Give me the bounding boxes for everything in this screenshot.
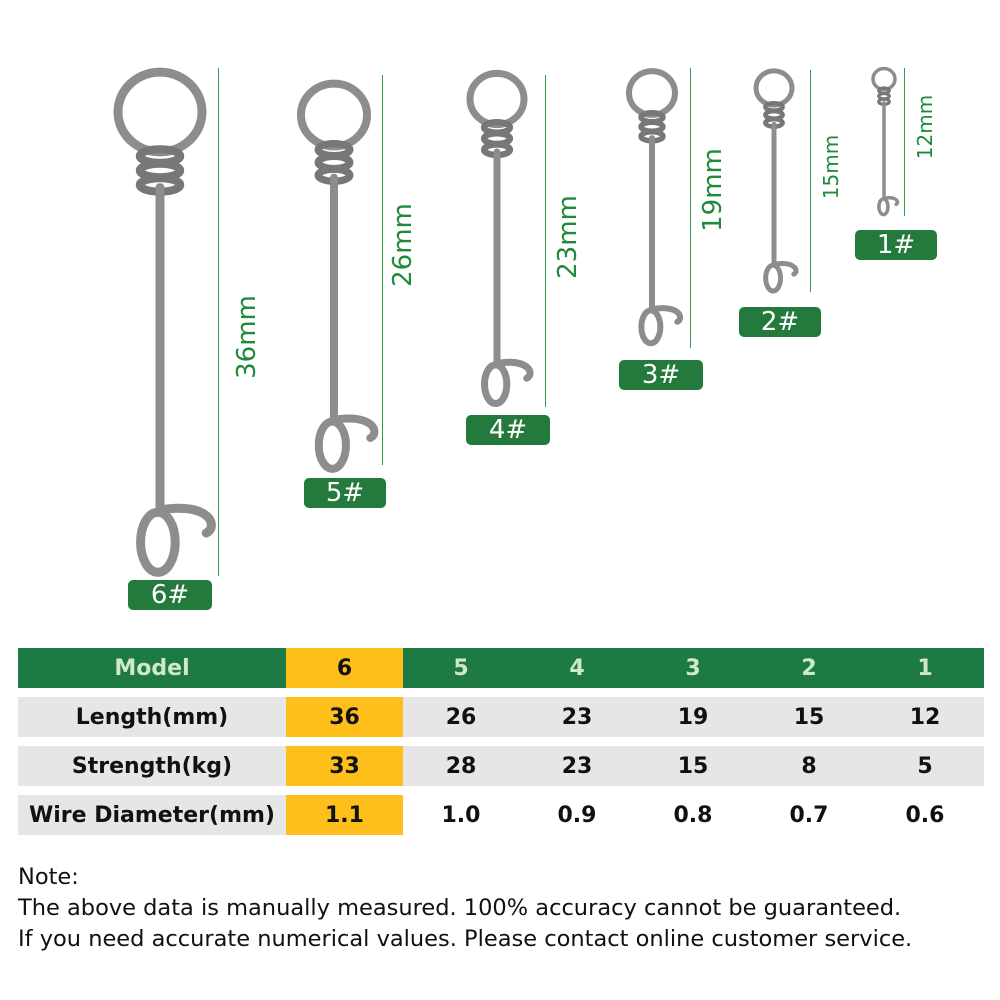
- model-4-header: 4: [569, 655, 585, 681]
- snap-4-icon: [470, 73, 530, 403]
- table-cell: 36: [286, 697, 403, 737]
- table-cell: 19: [677, 704, 709, 730]
- measure-line-1: [904, 68, 905, 216]
- snap-1-icon: [873, 69, 897, 215]
- size-badge-5: 5#: [304, 478, 386, 508]
- snap-2-icon: [756, 71, 796, 291]
- table-cell: 0.6: [905, 802, 945, 828]
- table-cell: 33: [286, 746, 403, 786]
- table-cell: 0.7: [789, 802, 829, 828]
- measure-line-5: [382, 75, 383, 465]
- wire-diameter-row-label: Wire Diameter(mm): [18, 795, 286, 835]
- length-label-6: 36mm: [232, 295, 262, 379]
- table-header-row: [18, 648, 984, 688]
- table-row-strength: [18, 746, 984, 786]
- note-section: [18, 862, 912, 955]
- measure-line-2: [810, 70, 811, 292]
- length-label-5: 26mm: [388, 203, 418, 287]
- snap-6-icon: [118, 72, 211, 572]
- table-cell: 12: [909, 704, 941, 730]
- table-cell: 15: [793, 704, 825, 730]
- snap-5-icon: [301, 84, 374, 469]
- model-3-header: 3: [685, 655, 701, 681]
- table-cell: 5: [917, 753, 933, 779]
- table-cell: 26: [445, 704, 477, 730]
- table-cell: 23: [561, 753, 593, 779]
- table-row-length: [18, 697, 984, 737]
- table-cell: 0.9: [557, 802, 597, 828]
- length-label-4: 23mm: [553, 195, 583, 279]
- note-title: Note:: [18, 864, 79, 890]
- size-badge-6: 6#: [128, 580, 212, 610]
- table-cell: 8: [801, 753, 817, 779]
- size-badge-2: 2#: [739, 307, 821, 337]
- model-6-header: 6: [286, 648, 403, 688]
- size-badge-1: 1#: [855, 230, 937, 260]
- length-label-1: 12mm: [913, 94, 937, 160]
- table-cell: 0.8: [673, 802, 713, 828]
- measure-line-6: [218, 68, 219, 576]
- table-cell: 23: [561, 704, 593, 730]
- strength-row-label: Strength(kg): [71, 753, 233, 779]
- measure-line-3: [690, 68, 691, 348]
- table-cell: 28: [445, 753, 477, 779]
- table-cell: 1.1: [286, 795, 403, 835]
- table-cell: 1.0: [441, 802, 481, 828]
- model-header: Model: [114, 655, 190, 681]
- specification-table: [18, 648, 984, 844]
- note-line-1: The above data is manually measured. 100% accuracy cannot be guaranteed.: [18, 895, 902, 921]
- length-label-3: 19mm: [698, 148, 728, 232]
- length-row-label: Length(mm): [75, 704, 229, 730]
- table-cell: 15: [677, 753, 709, 779]
- table-row-wire-diameter: [18, 795, 984, 835]
- measure-line-4: [545, 75, 546, 407]
- length-label-2: 15mm: [819, 134, 843, 200]
- model-5-header: 5: [453, 655, 469, 681]
- size-badge-4: 4#: [466, 415, 550, 445]
- note-line-2: If you need accurate numerical values. Please contact online customer service.: [18, 926, 913, 952]
- model-1-header: 1: [917, 655, 933, 681]
- snap-3-icon: [629, 71, 680, 343]
- size-badge-3: 3#: [619, 360, 703, 390]
- model-2-header: 2: [801, 655, 817, 681]
